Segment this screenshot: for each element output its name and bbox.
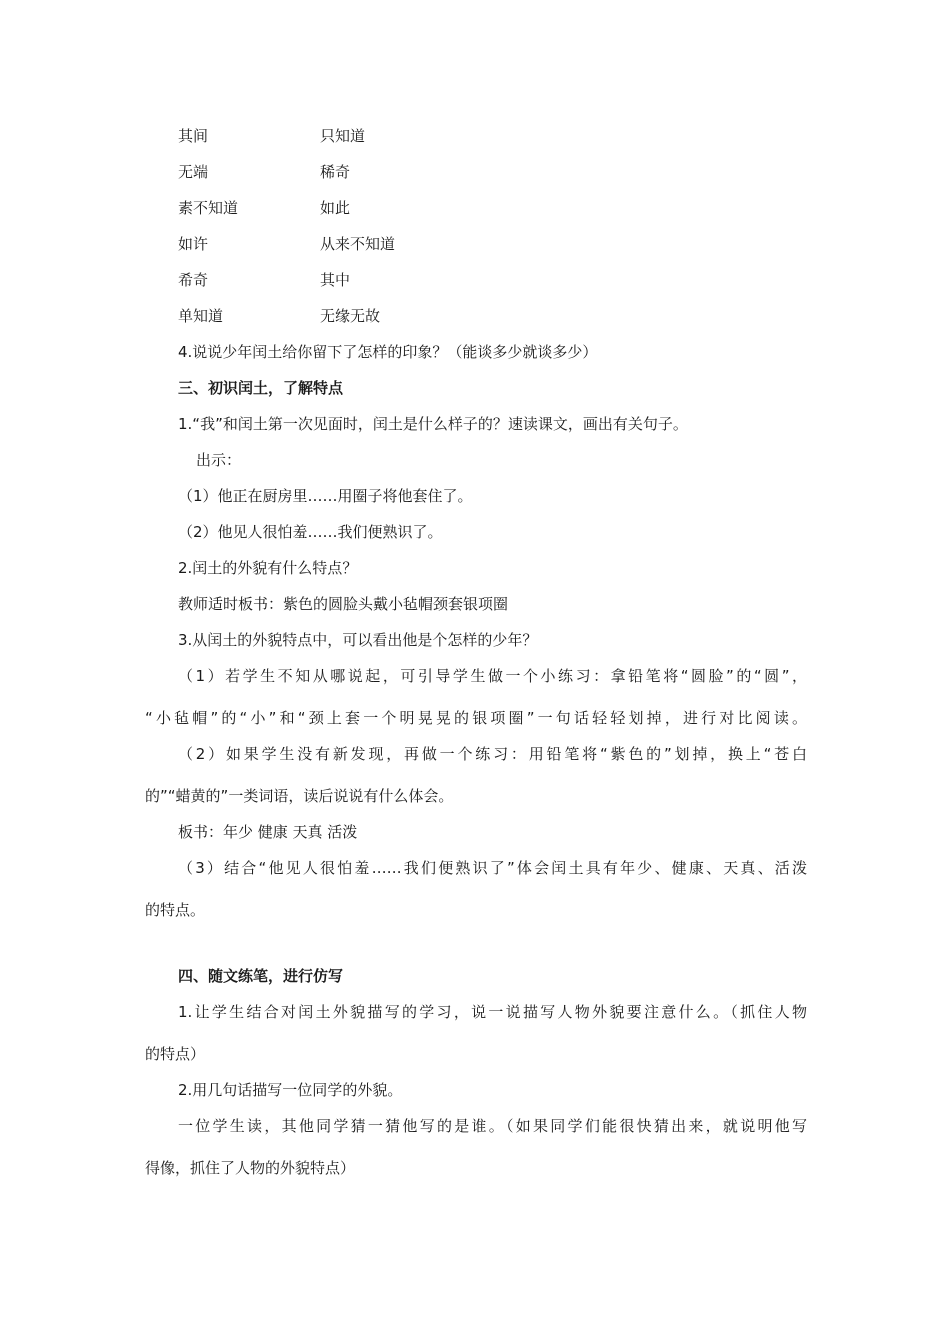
- section-3-para-2-line-1: （2）如果学生没有新发现，再做一个练习：用铅笔将“紫色的”划掉，换上“苍白: [178, 745, 807, 763]
- section-3-para-1-line-2: “小毡帽”的“小”和“颈上套一个明晃晃的银项圈”一句话轻轻划掉，进行对比阅读。: [145, 709, 807, 727]
- section-3-question-2: 2.闰土的外貌有什么特点？: [178, 559, 358, 577]
- word-right-3: 如此: [320, 199, 351, 217]
- section-4-item-1-line-1: 1.让学生结合对闰土外貌描写的学习，说一说描写人物外貌要注意什么。（抓住人物: [178, 1003, 807, 1021]
- section-3-para-1-line-1: （1）若学生不知从哪说起，可引导学生做一个小练习：拿铅笔将“圆脸”的“圆”，: [178, 667, 807, 685]
- section-3-para-3-line-1: （3）结合“他见人很怕羞……我们便熟识了”体会闰土具有年少、健康、天真、活泼: [178, 859, 807, 877]
- section-3-para-2-line-2: 的”“蜡黄的”一类词语，读后说说有什么体会。: [145, 787, 454, 805]
- word-left-6: 单知道: [178, 307, 224, 325]
- section-3-show-item-1: （1）他正在厨房里……用圈子将他套住了。: [178, 487, 473, 505]
- word-left-4: 如许: [178, 235, 209, 253]
- word-left-2: 无端: [178, 163, 209, 181]
- word-right-2: 稀奇: [320, 163, 351, 181]
- section-4-item-1-line-2: 的特点）: [145, 1045, 206, 1063]
- word-right-5: 其中: [320, 271, 351, 289]
- word-left-5: 希奇: [178, 271, 209, 289]
- section-4-item-3-line-2: 得像，抓住了人物的外貌特点）: [145, 1159, 356, 1177]
- section-4-heading: 四、随文练笔，进行仿写: [178, 967, 344, 985]
- section-3-show-label: 出示：: [196, 451, 242, 469]
- section-3-question-3: 3.从闰土的外貌特点中，可以看出他是个怎样的少年？: [178, 631, 538, 649]
- section-3-show-item-2: （2）他见人很怕羞……我们便熟识了。: [178, 523, 443, 541]
- item-4: 4.说说少年闰土给你留下了怎样的印象？（能谈多少就谈多少）: [178, 343, 598, 361]
- section-4-item-2: 2.用几句话描写一位同学的外貌。: [178, 1081, 403, 1099]
- word-left-1: 其间: [178, 127, 209, 145]
- section-4-item-3-line-1: 一位学生读，其他同学猜一猜他写的是谁。（如果同学们能很快猜出来，就说明他写: [178, 1117, 807, 1135]
- section-3-heading: 三、初识闰土，了解特点: [178, 379, 344, 397]
- section-3-para-3-line-2: 的特点。: [145, 901, 206, 919]
- word-left-3: 素不知道: [178, 199, 239, 217]
- word-right-4: 从来不知道: [320, 235, 396, 253]
- section-3-question-1: 1.“我”和闰土第一次见面时，闰土是什么样子的？速读课文，画出有关句子。: [178, 415, 688, 433]
- word-right-6: 无缘无故: [320, 307, 381, 325]
- section-3-board-1: 教师适时板书：紫色的圆脸头戴小毡帽颈套银项圈: [178, 595, 509, 613]
- word-right-1: 只知道: [320, 127, 366, 145]
- section-3-board-2: 板书：年少 健康 天真 活泼: [178, 823, 358, 841]
